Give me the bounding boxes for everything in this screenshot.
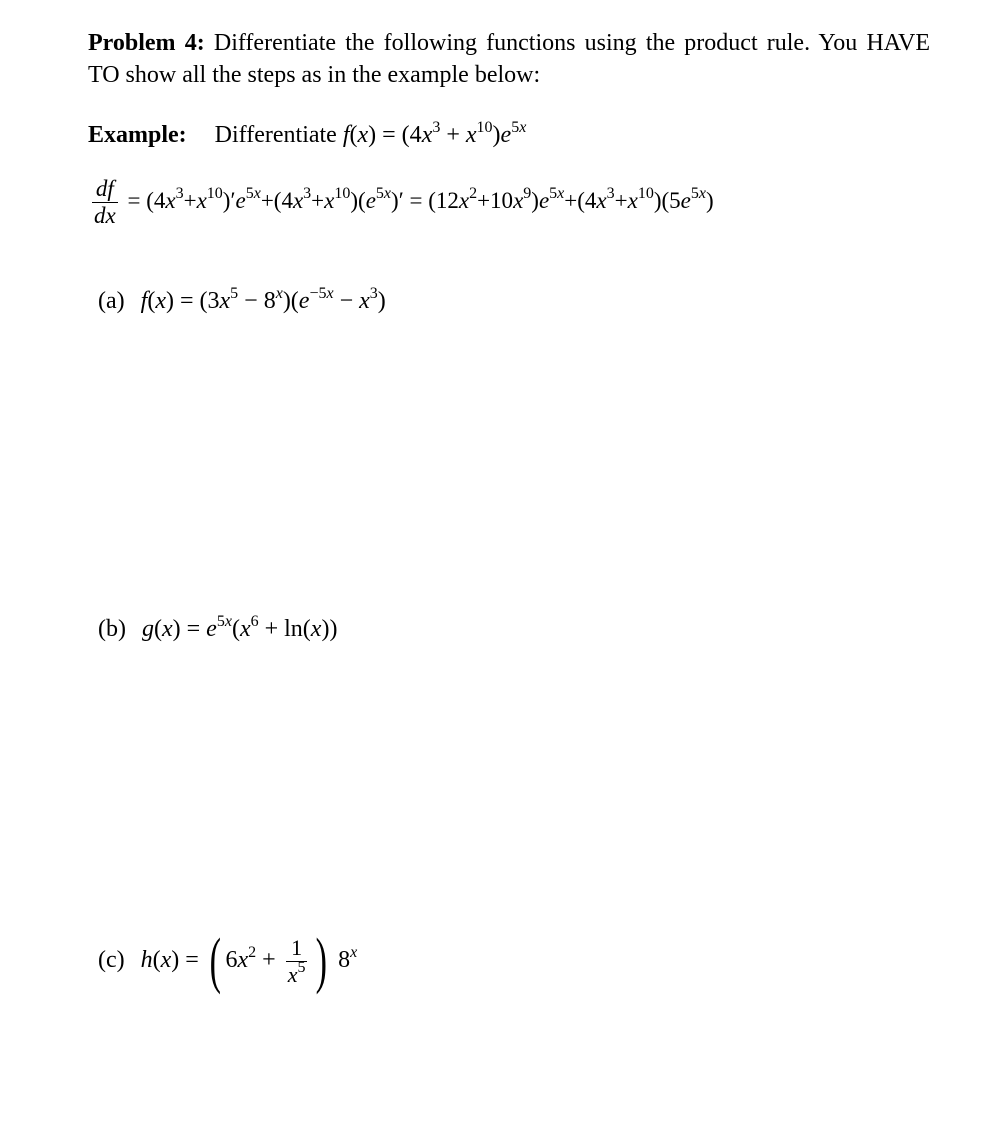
problem-instruction: Differentiate the following functions using the product rule. You HAVE TO show all the steps as in the example below: <box>88 30 931 88</box>
part-c <box>98 927 358 995</box>
example-derivative: $\frac{df}{dx}$ = $(4x^3+x^{10})'e^{5x}+(4x^3+x^{10})(e^{5x})' = (12x^2+10x^9)e^{5x}+(4x^3+x^{10})(5e^{5x})$ <box>94 176 714 228</box>
part-a <box>98 285 386 315</box>
fraction-one-over-x5: $\frac{1}{x^5}$ <box>287 934 306 987</box>
derivative-fraction: $\frac{df}{dx}$ <box>94 176 116 228</box>
left-paren: ( <box>209 927 221 995</box>
example-text: Differentiate <box>214 122 337 148</box>
problem-label: Problem 4: <box>88 30 205 56</box>
example-line <box>88 119 527 149</box>
part-c-label: (c) <box>98 946 125 973</box>
part-b <box>98 613 338 643</box>
part-c-function: h(x) = ( $6x^2$ + $\frac{1}{x^5}$ ) 8$^x$ <box>140 927 358 995</box>
problem-statement <box>88 27 930 91</box>
part-a-label: (a) <box>98 288 125 314</box>
part-b-function: $g(x) = e^{5x}(x^6 + \ln(x))$ <box>141 613 338 642</box>
part-a-function: $f(x) = (3x^5 - 8^x)(e^{-5x} - x^3)$ <box>140 285 386 314</box>
example-label: Example: <box>88 122 187 148</box>
example-function: $f(x) = (4x^3 + x^{10})e^{5x}$ <box>342 119 527 148</box>
right-paren: ) <box>316 927 328 995</box>
part-b-label: (b) <box>98 616 126 642</box>
